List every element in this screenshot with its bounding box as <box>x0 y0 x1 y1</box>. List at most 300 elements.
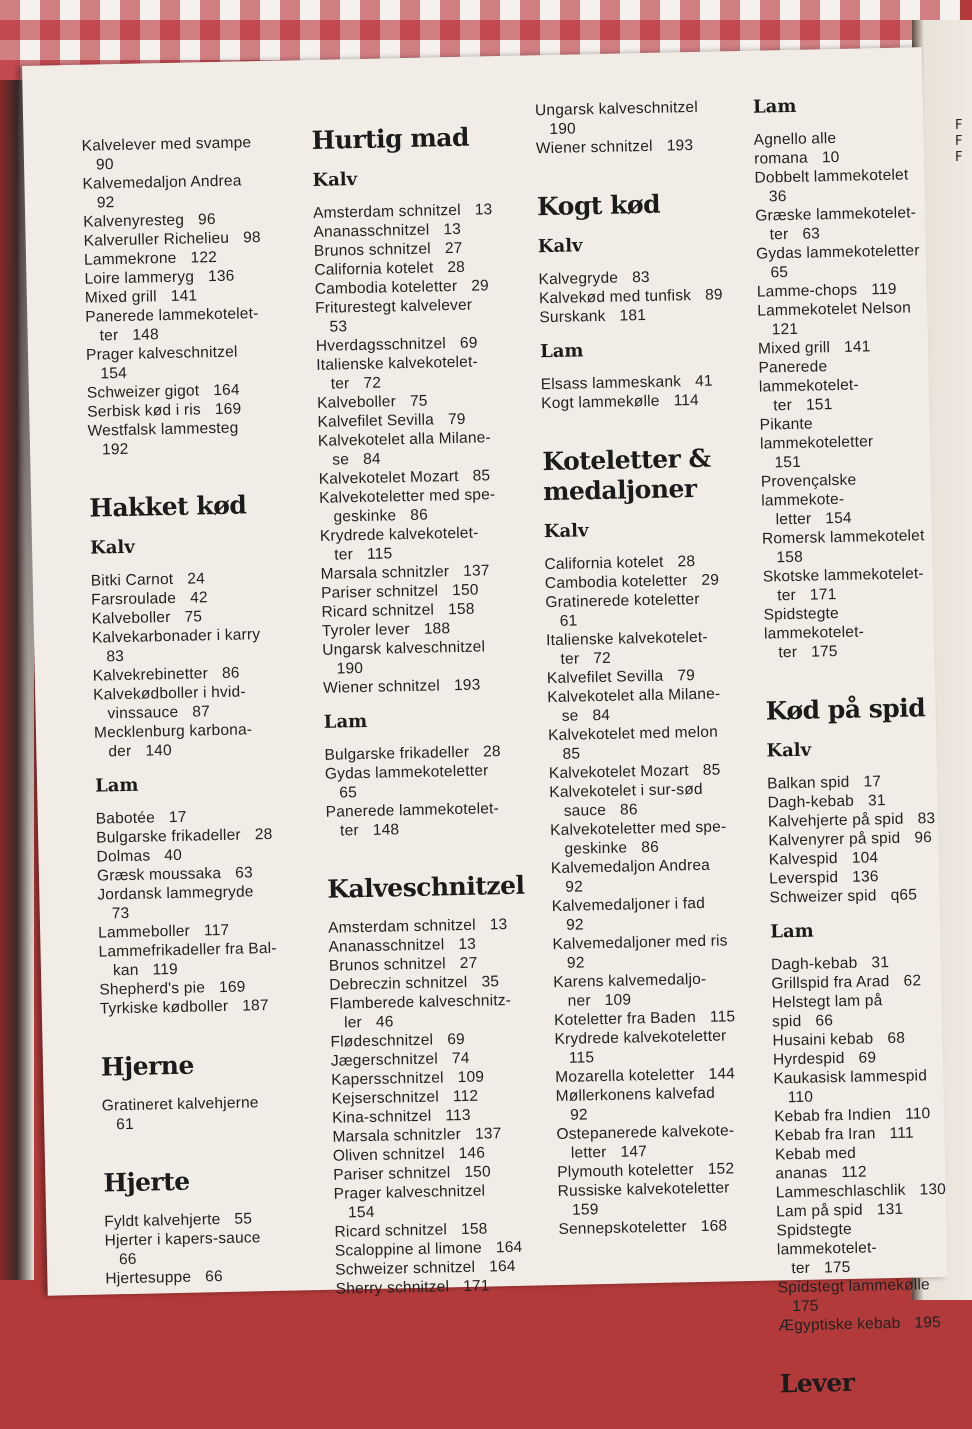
entry-page-number: 86 <box>619 801 638 819</box>
entry-name: Krydrede kalvekoteletter <box>554 1027 727 1049</box>
index-entry <box>87 417 303 459</box>
index-entry <box>325 799 531 841</box>
index-entry <box>322 637 528 679</box>
entry-name: Mixed grill <box>84 288 158 307</box>
entry-name: Panerede lammekotelet- <box>325 800 500 821</box>
entry-page-number: 65 <box>339 784 358 802</box>
index-entry <box>85 303 301 345</box>
entry-name: Panerede lammekotelet- <box>758 358 859 396</box>
subsection-heading: Kalv <box>312 169 358 191</box>
entry-page-number: 72 <box>593 649 612 668</box>
entry-page-number: 31 <box>867 792 886 810</box>
entry-name: Møllerkonens kalvefad <box>555 1084 716 1106</box>
entry-name: Kalvekoteletter med spe- <box>318 486 496 507</box>
entry-page-number: 164 <box>213 381 240 400</box>
entry-page-number: 192 <box>101 440 129 459</box>
entry-name-continuation: ner <box>567 992 591 1010</box>
entry-name: Cambodia koteletter <box>314 277 458 298</box>
entry-page-number: 193 <box>453 676 481 695</box>
index-entry <box>319 485 525 527</box>
index-entry <box>104 1227 320 1269</box>
entry-name: Kina-schnitzel <box>331 1107 432 1127</box>
entry-page-number: 137 <box>474 1125 502 1143</box>
entry-name: Lammekrone <box>83 249 177 269</box>
entry-name: Brunos schnitzel <box>328 955 447 975</box>
index-column-4 <box>753 93 951 1413</box>
entry-page-number: 114 <box>673 391 700 410</box>
entry-name: Lam på spid <box>775 1201 863 1221</box>
section-heading: Lever <box>779 1367 855 1399</box>
index-entry <box>102 1092 318 1134</box>
entry-name: Gratineret kalvehjerne <box>101 1094 259 1115</box>
entry-name-continuation: geskinke <box>564 839 628 858</box>
entry-name: Balkan spid <box>767 773 850 793</box>
entry-name: Loire lammeryg <box>84 268 195 288</box>
entry-page-number: 171 <box>462 1277 490 1296</box>
entry-page-number: 158 <box>447 600 475 619</box>
entry-name: Kogt lammekølle <box>541 392 660 413</box>
entry-name: Kalvefilet Sevilla <box>317 411 435 431</box>
index-entry <box>536 135 751 158</box>
entry-page-number: 83 <box>106 647 125 666</box>
entry-page-number: 84 <box>592 706 611 725</box>
entry-page-number: 72 <box>363 374 382 392</box>
entry-page-number: 190 <box>549 120 577 138</box>
entry-name: Bulgarske frikadeller <box>324 743 470 764</box>
index-entry <box>325 761 531 803</box>
entry-name: Kalvekotelet alla Milane- <box>317 429 492 450</box>
entry-name: Krydrede kalvekotelet- <box>319 524 479 545</box>
subsection-heading: Kalv <box>543 520 589 543</box>
entry-page-number: 115 <box>568 1049 595 1067</box>
entry-page-number: 73 <box>111 904 130 923</box>
entry-page-number: 175 <box>810 643 838 661</box>
entry-page-number: 113 <box>445 1106 471 1125</box>
index-entry <box>558 1216 773 1239</box>
entry-page-number: 79 <box>677 667 696 685</box>
subsection-heading: Kalv <box>89 536 135 559</box>
entry-name: Lamme-chops <box>756 281 858 301</box>
entry-name: Kalvekotelet med melon <box>547 723 719 745</box>
entry-name: Kalvemedaljoner i fad <box>551 894 706 916</box>
entry-name: Kalveboller <box>91 609 171 628</box>
entry-name: Agnello alle romana <box>753 129 837 168</box>
entry-page-number: 87 <box>192 703 211 721</box>
entry-page-number: 86 <box>641 838 660 857</box>
entry-page-number: 28 <box>447 258 466 277</box>
index-entry <box>97 881 313 923</box>
entry-name: California kotelet <box>314 259 434 279</box>
index-entry <box>320 523 526 565</box>
entry-name: Ricard schnitzel <box>321 601 435 621</box>
index-entry <box>553 969 769 1011</box>
entry-name: Mozarella koteletter <box>555 1066 695 1087</box>
subsection-heading: Kalv <box>537 235 583 258</box>
entry-name: Sherry schnitzel <box>335 1278 450 1298</box>
entry-name: Kalvelever med svampe <box>81 134 252 155</box>
entry-name: Kejserschnitzel <box>331 1088 440 1108</box>
entry-page-number: 17 <box>863 773 882 791</box>
entry-name-continuation: ter <box>339 822 359 840</box>
entry-name-continuation: ter <box>777 586 797 605</box>
index-entry <box>776 1218 947 1279</box>
entry-page-number: 117 <box>203 921 230 940</box>
entry-page-number: 63 <box>235 864 254 882</box>
index-entry <box>549 779 765 821</box>
entry-name: Mecklenburg karbona- <box>93 721 253 742</box>
entry-name: Kalvespid <box>768 850 838 869</box>
entry-page-number: 92 <box>96 194 115 212</box>
index-entry <box>551 855 767 897</box>
entry-name: Babotée <box>95 809 156 828</box>
entry-page-number: 141 <box>170 287 198 305</box>
index-column-1 <box>81 132 320 1288</box>
entry-name: Serbisk kød i ris <box>87 401 202 421</box>
entry-name: Spidstegt lammekølle <box>777 1276 931 1297</box>
entry-page-number: 187 <box>242 997 269 1015</box>
entry-name: Cambodia koteletter <box>544 572 688 593</box>
section-heading: Kød på spid <box>765 693 926 726</box>
index-entry <box>774 1104 944 1127</box>
entry-name: Ægyptiske kebab <box>778 1314 901 1335</box>
index-entry <box>778 1313 948 1336</box>
entry-page-number: 151 <box>805 396 833 414</box>
entry-page-number: 13 <box>458 935 477 954</box>
entry-page-number: 27 <box>444 239 463 258</box>
entry-page-number: 83 <box>631 268 650 287</box>
entry-name: Kalvekarbonader i karry <box>91 626 261 647</box>
index-entry <box>556 1121 772 1163</box>
entry-name: Karens kalvemedaljo- <box>553 970 707 992</box>
entry-name: Marsala schnitzler <box>332 1126 462 1146</box>
index-entry <box>81 132 297 174</box>
entry-page-number: 68 <box>887 1029 906 1048</box>
entry-name: Panerede lammekotelet- <box>85 305 259 326</box>
entry-page-number: 150 <box>452 581 479 600</box>
entry-name: Spidstegte lammekotelet- <box>776 1220 878 1259</box>
index-entry <box>330 990 536 1032</box>
entry-page-number: 75 <box>409 392 428 410</box>
entry-name: Prager kalveschnitzel <box>85 343 238 364</box>
entry-name: Pikante lammekoteletter <box>759 415 874 453</box>
index-entry <box>550 817 766 859</box>
entry-page-number: 66 <box>815 1012 834 1030</box>
entry-continuation <box>764 640 934 663</box>
index-entry <box>316 352 522 394</box>
entry-page-number: 55 <box>234 1210 253 1228</box>
entry-name: Hverdagsschnitzel <box>315 335 447 355</box>
entry-name: Surskank <box>539 307 606 327</box>
entry-name: Amsterdam schnitzel <box>312 201 461 222</box>
entry-continuation <box>94 738 309 761</box>
entry-page-number: 158 <box>776 548 804 567</box>
entry-page-number: 89 <box>704 286 723 304</box>
index-entry <box>771 971 941 994</box>
index-entry <box>557 1178 773 1220</box>
entry-page-number: 121 <box>771 320 799 339</box>
entry-name: Husaini kebab <box>772 1030 874 1050</box>
entry-page-number: 28 <box>677 553 696 571</box>
entry-page-number: 171 <box>809 586 837 604</box>
entry-page-number: 148 <box>372 821 400 839</box>
entry-page-number: 110 <box>787 1088 814 1107</box>
entry-page-number: 154 <box>825 509 852 528</box>
index-entry <box>757 298 928 340</box>
entry-name: Dolmas <box>96 847 151 866</box>
index-entry <box>100 995 315 1018</box>
entry-page-number: 169 <box>218 978 246 997</box>
index-page <box>22 47 948 1399</box>
entry-page-number: 29 <box>471 277 490 295</box>
index-entry <box>552 931 768 973</box>
entry-page-number: 69 <box>459 334 478 352</box>
entry-name: Schweizer gigot <box>86 382 200 402</box>
entry-name: Grillspid fra Arad <box>771 973 890 993</box>
section-heading: Hakket kød <box>88 490 247 523</box>
entry-name: Marsala schnitzler <box>320 563 450 583</box>
entry-name-continuation: sauce <box>563 801 607 820</box>
entry-page-number: 28 <box>482 743 501 761</box>
entry-page-number: 66 <box>118 1250 137 1269</box>
index-entry <box>554 1026 770 1068</box>
entry-name: Italienske kalvekotelet- <box>316 353 479 374</box>
entry-page-number: 141 <box>843 338 871 356</box>
entry-page-number: 17 <box>168 808 187 827</box>
entry-page-number: 86 <box>410 506 429 524</box>
entry-name: Jordansk lammegryde <box>97 883 254 904</box>
entry-name: Fyldt kalvehjerte <box>104 1211 221 1231</box>
entry-page-number: 13 <box>474 201 493 219</box>
index-entry <box>98 938 314 980</box>
entry-name-continuation: vinssauce <box>107 703 179 723</box>
entry-name: Prager kalveschnitzel <box>333 1182 486 1203</box>
entry-page-number: 150 <box>464 1163 492 1181</box>
section-heading: Hjerne <box>100 1050 195 1082</box>
entry-name: Westfalsk lammesteg <box>87 419 239 440</box>
entry-name-continuation: kan <box>112 961 139 980</box>
entry-name: Plymouth koteletter <box>557 1161 694 1182</box>
entry-name: Jægerschnitzel <box>330 1050 439 1070</box>
index-entry <box>552 893 768 935</box>
entry-page-number: 109 <box>604 991 632 1009</box>
entry-name: Flamberede kalveschnitz- <box>329 991 512 1013</box>
entry-name: Kaukasisk lammespid <box>773 1067 928 1088</box>
entry-page-number: 158 <box>460 1220 488 1239</box>
entry-name: Kalvemedaljon Andrea <box>550 856 711 878</box>
entry-name: Kalvefilet Sevilla <box>546 667 664 688</box>
entry-name: Kalvegryde <box>538 269 619 289</box>
index-entry <box>94 719 310 761</box>
facing-page-fragment <box>955 118 962 166</box>
entry-page-number: 41 <box>694 372 713 390</box>
entry-page-number: 83 <box>917 810 936 828</box>
entry-page-number: 152 <box>707 1160 735 1178</box>
entry-page-number: 79 <box>447 410 466 429</box>
entry-continuation <box>88 436 303 459</box>
entry-name: Skotske lammekotelet- <box>762 565 924 586</box>
entry-page-number: 92 <box>566 954 585 972</box>
entry-name-continuation: ter <box>560 650 580 668</box>
index-entry <box>772 990 943 1032</box>
entry-name: Kalvekotelet alla Milane- <box>547 685 721 707</box>
section-heading: Hjerte <box>103 1166 190 1198</box>
entry-page-number: 137 <box>463 562 490 580</box>
entry-page-number: 85 <box>562 745 581 763</box>
entry-name: Pariser schnitzel <box>333 1164 451 1184</box>
index-entry <box>335 1275 540 1298</box>
entry-page-number: 28 <box>254 825 273 844</box>
index-entry <box>755 203 926 245</box>
entry-page-number: 151 <box>774 453 802 472</box>
entry-page-number: 36 <box>768 188 787 206</box>
entry-name: Hjerter i kapers-sauce <box>104 1229 261 1250</box>
entry-page-number: 130 <box>919 1180 947 1199</box>
entry-page-number: 42 <box>189 589 208 607</box>
facing-page-letter: F <box>955 150 963 165</box>
entry-name-continuation: ter <box>791 1259 811 1278</box>
entry-name: Kalvehjerte på spid <box>767 810 904 831</box>
index-entry <box>763 564 934 606</box>
entry-name: Gydas lammekoteletter <box>324 762 489 783</box>
index-column-2 <box>311 122 541 1299</box>
entry-continuation <box>326 818 531 841</box>
entry-page-number: 144 <box>708 1065 736 1083</box>
entry-name: Lammefrikadeller fra Bal- <box>98 939 277 961</box>
entry-page-number: 96 <box>914 829 933 847</box>
entry-page-number: 61 <box>116 1115 135 1134</box>
index-entry <box>92 624 308 666</box>
entry-name: Schweizer schnitzel <box>335 1258 476 1279</box>
index-column-3 <box>535 97 774 1239</box>
entry-page-number: 115 <box>366 545 393 563</box>
entry-name: Pariser schnitzel <box>320 582 439 602</box>
entry-name: Gydas lammekoteletter <box>755 242 920 263</box>
entry-name: Ungarsk kalveschnitzel <box>322 638 486 659</box>
entry-name: Spidstegte lammekotelet- <box>763 605 865 643</box>
entry-page-number: 92 <box>565 878 584 896</box>
index-entry <box>776 1180 946 1203</box>
subsection-heading: Lam <box>94 774 139 797</box>
index-entry <box>769 885 939 908</box>
index-entry <box>775 1142 946 1184</box>
index-entry <box>86 341 302 383</box>
entry-name: Ungarsk kalveschnitzel <box>534 98 699 120</box>
facing-page-letter: F <box>955 118 963 133</box>
entry-page-number: 175 <box>791 1297 819 1316</box>
entry-page-number: 74 <box>451 1049 470 1068</box>
index-entry <box>548 722 764 764</box>
entry-name: Hjertesuppe <box>105 1268 192 1288</box>
entry-page-number: 85 <box>472 467 491 485</box>
index-entry <box>315 295 521 337</box>
entry-name-continuation: ter <box>769 225 789 244</box>
entry-page-number: 140 <box>145 742 173 760</box>
index-entry <box>763 602 934 663</box>
entry-page-number: 53 <box>329 318 348 336</box>
entry-name: Kalvenyrer på spid <box>768 829 901 850</box>
index-entry <box>759 412 930 473</box>
entry-page-number: 119 <box>152 960 179 979</box>
entry-page-number: 119 <box>871 280 897 299</box>
entry-name-continuation: der <box>108 742 132 761</box>
entry-name: Friturestegt kalvelever <box>314 296 473 317</box>
subsection-heading: Lam <box>752 95 797 118</box>
entry-name: Brunos schnitzel <box>313 240 432 260</box>
index-entry <box>541 390 756 413</box>
entry-page-number: 122 <box>190 248 218 267</box>
entry-page-number: 61 <box>559 612 578 630</box>
entry-name: Kalvenyresteg <box>83 211 185 231</box>
entry-name: Kalvekoteletter med spe- <box>549 818 727 840</box>
entry-page-number: 154 <box>100 364 128 383</box>
entry-name: Kebab med ananas <box>774 1144 857 1183</box>
entry-name: Kebab fra Iran <box>774 1125 876 1145</box>
entry-page-number: 35 <box>481 973 500 991</box>
entry-page-number: 86 <box>221 664 240 682</box>
entry-name: Ricard schnitzel <box>334 1221 448 1241</box>
entry-name-continuation: ler <box>343 1014 363 1032</box>
entry-page-number: 66 <box>205 1268 224 1286</box>
entry-page-number: 111 <box>889 1124 914 1143</box>
entry-page-number: 85 <box>702 761 721 779</box>
entry-page-number: 154 <box>347 1203 375 1222</box>
entry-page-number: 27 <box>459 954 478 973</box>
entry-name: Gratinerede koteletter <box>545 590 700 612</box>
entry-name: Kalvekotelet Mozart <box>318 467 459 488</box>
entry-name: Lammeschlaschlik <box>775 1181 906 1202</box>
entry-name: Dagh-kebab <box>770 954 858 974</box>
entry-name-continuation: ter <box>330 375 350 393</box>
entry-page-number: 169 <box>214 400 242 419</box>
index-entry <box>768 828 938 851</box>
index-entry <box>761 469 932 530</box>
entry-name: Flødeschnitzel <box>330 1031 434 1051</box>
section-heading: Kogt kød <box>536 189 661 222</box>
entry-page-number: 115 <box>709 1008 736 1026</box>
entry-page-number: 109 <box>457 1068 485 1087</box>
index-entry <box>82 170 298 212</box>
entry-page-number: 168 <box>700 1217 728 1236</box>
section-heading: Hurtig mad <box>311 122 470 155</box>
entry-page-number: 10 <box>821 148 840 167</box>
entry-name-continuation: ter <box>773 396 793 415</box>
entry-name: Provençalske lammekote- <box>760 471 857 510</box>
index-entry <box>773 1066 944 1108</box>
entry-name: Romersk lammekotelet <box>761 527 925 548</box>
entry-name: Ananasschnitzel <box>328 936 445 956</box>
entry-page-number: 63 <box>802 225 821 243</box>
entry-page-number: 136 <box>852 868 879 886</box>
entry-name: Mixed grill <box>757 339 831 358</box>
index-entry <box>546 627 762 669</box>
entry-name: Ananasschnitzel <box>313 221 430 241</box>
entry-page-number: 195 <box>914 1314 942 1332</box>
entry-name-continuation: se <box>561 707 579 725</box>
entry-page-number: 31 <box>871 954 890 972</box>
entry-name: Helstegt lam på spid <box>771 992 883 1031</box>
entry-name: Farsroulade <box>91 589 177 609</box>
entry-page-number: 96 <box>197 210 216 229</box>
entry-name: Russiske kalvekoteletter <box>557 1179 730 1201</box>
entry-name: Italienske kalvekotelet- <box>545 628 708 650</box>
entry-name: Kapersschnitzel <box>331 1069 444 1089</box>
index-entry <box>762 526 933 568</box>
entry-name-continuation: se <box>332 451 350 469</box>
entry-name: Kalvekrebinetter <box>92 665 209 685</box>
entry-page-number: 175 <box>823 1258 851 1277</box>
index-entry <box>93 681 309 723</box>
entry-name-continuation: geskinke <box>333 507 397 526</box>
